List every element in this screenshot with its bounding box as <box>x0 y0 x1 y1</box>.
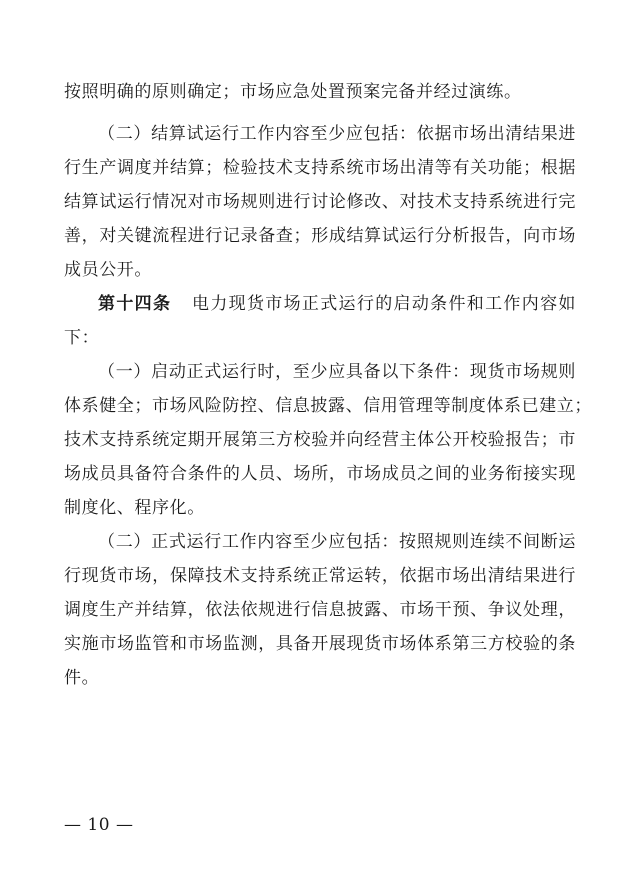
paragraph-line: （二）结算试运行工作内容至少应包括：依据市场出清结果进 <box>98 124 576 144</box>
paragraph-line: 体系健全；市场风险防控、信息披露、信用管理等制度体系已建立； <box>64 396 592 416</box>
paragraph-line: 行生产调度并结算；检验技术支持系统市场出清等有关功能；根据 <box>64 158 576 178</box>
article-heading-line <box>98 294 576 314</box>
paragraph-line: 调度生产并结算，依法依规进行信息披露、市场干预、争议处理， <box>64 600 576 620</box>
paragraph-line: （二）正式运行工作内容至少应包括：按照规则连续不间断运 <box>98 532 576 552</box>
article-title: 第十四条 <box>98 294 172 314</box>
page-number: — 10 — <box>64 815 134 835</box>
paragraph-line: 技术支持系统定期开展第三方校验并向经营主体公开校验报告；市 <box>64 430 576 450</box>
paragraph-line: 件。 <box>64 668 100 688</box>
paragraph-line: 实施市场监管和市场监测，具备开展现货市场体系第三方校验的条 <box>64 634 576 654</box>
paragraph-line: 下： <box>64 328 100 348</box>
paragraph-line: 成员公开。 <box>64 260 152 280</box>
paragraph-line: 场成员具备符合条件的人员、场所，市场成员之间的业务衔接实现 <box>64 464 576 484</box>
paragraph-line: 制度化、程序化。 <box>64 498 205 518</box>
paragraph-line: 按照明确的原则确定；市场应急处置预案完备并经过演练。 <box>64 82 522 102</box>
paragraph-line: 善，对关键流程进行记录备查；形成结算试运行分析报告，向市场 <box>64 226 576 246</box>
paragraph-line: （一）启动正式运行时，至少应具备以下条件：现货市场规则 <box>98 362 576 382</box>
article-text: 电力现货市场正式运行的启动条件和工作内容如 <box>191 294 576 314</box>
paragraph-line: 结算试运行情况对市场规则进行讨论修改、对技术支持系统进行完 <box>64 192 576 212</box>
paragraph-line: 行现货市场，保障技术支持系统正常运转，依据市场出清结果进行 <box>64 566 576 586</box>
